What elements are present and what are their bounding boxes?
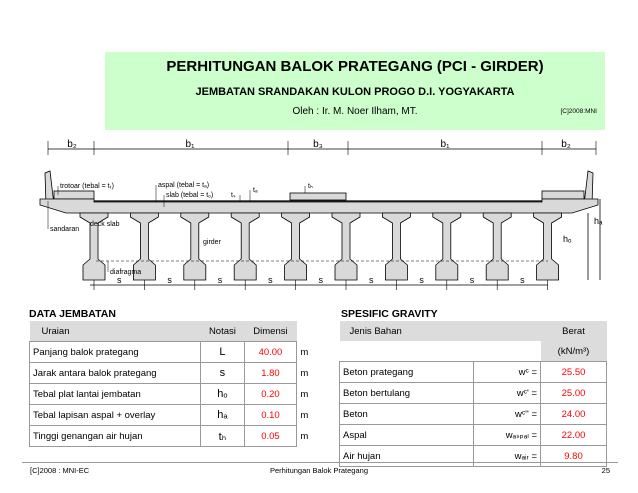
row-label: Panjang balok prategang bbox=[30, 342, 201, 363]
table-row bbox=[30, 426, 317, 447]
row-label: Beton bbox=[340, 404, 474, 425]
header-notasi: Notasi bbox=[201, 321, 244, 342]
row-value: 0.20 bbox=[244, 384, 297, 405]
row-symbol: wₐₛₚₐₗ = bbox=[474, 425, 541, 446]
spacing-label: s bbox=[318, 275, 324, 285]
label-ts: tₛ bbox=[231, 192, 236, 199]
row-label: Tebal plat lantai jembatan bbox=[30, 384, 201, 405]
girder-7 bbox=[382, 213, 410, 280]
table-row bbox=[340, 383, 607, 404]
row-value: 0.10 bbox=[244, 405, 297, 426]
table-row bbox=[30, 405, 317, 426]
header-berat: Berat bbox=[541, 321, 607, 341]
girder-5 bbox=[282, 213, 310, 280]
data-jembatan-title: DATA JEMBATAN bbox=[29, 308, 116, 320]
girder-9 bbox=[483, 213, 511, 280]
footer-left: [C]2008 : MNI-EC bbox=[30, 466, 90, 475]
row-label: Beton prategang bbox=[340, 362, 474, 383]
page-number: 25 bbox=[601, 466, 610, 475]
row-unit: m bbox=[300, 409, 309, 421]
girder-6 bbox=[332, 213, 360, 280]
table-row bbox=[30, 342, 317, 363]
label-sandaran: sandaran bbox=[50, 226, 80, 233]
row-label: Beton bertulang bbox=[340, 383, 474, 404]
label-th: tₕ bbox=[308, 183, 313, 190]
median bbox=[290, 193, 346, 200]
sidewalk-left bbox=[54, 191, 94, 199]
girder-3 bbox=[181, 213, 209, 280]
header-uraian: Uraian bbox=[30, 321, 201, 342]
row-notasi: hₒ bbox=[201, 384, 244, 405]
page-title: PERHITUNGAN BALOK PRATEGANG (PCI - GIRDER) bbox=[166, 58, 544, 75]
girder-4 bbox=[231, 213, 259, 280]
dim-b1-right: b₁ bbox=[440, 139, 450, 150]
sidewalk-right bbox=[542, 191, 584, 199]
table-header-row bbox=[340, 321, 607, 341]
table-header-row bbox=[30, 321, 317, 342]
row-symbol: wᶜ' = bbox=[474, 383, 541, 404]
label-ho: hₒ bbox=[563, 234, 572, 244]
girders-group bbox=[80, 213, 562, 280]
row-notasi: tₕ bbox=[201, 426, 244, 447]
header-banner bbox=[105, 52, 605, 130]
row-unit: m bbox=[300, 388, 309, 400]
table-row bbox=[30, 384, 317, 405]
row-value: 24.00 bbox=[541, 404, 607, 425]
table-row bbox=[340, 446, 607, 467]
spacing-label: s bbox=[520, 275, 525, 285]
girder-8 bbox=[433, 213, 461, 280]
header-dimensi: Dimensi bbox=[244, 321, 297, 342]
spacing-label: s bbox=[419, 275, 424, 285]
table-row bbox=[30, 363, 317, 384]
row-unit: m bbox=[300, 346, 309, 358]
author-line: Oleh : Ir. M. Noer Ilham, MT. bbox=[292, 106, 418, 117]
row-label: Tinggi genangan air hujan bbox=[30, 426, 201, 447]
bridge-cross-section-drawing bbox=[0, 135, 638, 295]
row-value: 0.05 bbox=[244, 426, 297, 447]
row-value: 40.00 bbox=[244, 342, 297, 363]
dim-b2-right: b₂ bbox=[561, 139, 571, 150]
header-berat-unit: (kN/m³) bbox=[541, 341, 607, 362]
table-row bbox=[340, 425, 607, 446]
table-row bbox=[340, 362, 607, 383]
header-jenis-bahan: Jenis Bahan bbox=[340, 321, 541, 341]
row-symbol: wᶜ'' = bbox=[474, 404, 541, 425]
data-jembatan-table bbox=[29, 321, 317, 447]
girder-10 bbox=[534, 213, 562, 280]
footer-center: Perhitungan Balok Prategang bbox=[270, 466, 368, 475]
row-symbol: wᶜ = bbox=[474, 362, 541, 383]
row-notasi: L bbox=[201, 342, 244, 363]
spacing-dimensions bbox=[94, 275, 548, 290]
label-slab: slab (tebal = tₒ) bbox=[166, 192, 214, 199]
row-value: 9.80 bbox=[541, 446, 607, 467]
row-label: Tebal lapisan aspal + overlay bbox=[30, 405, 201, 426]
label-ta: tₐ bbox=[253, 187, 258, 194]
row-label: Aspal bbox=[340, 425, 474, 446]
spacing-label: s bbox=[167, 275, 172, 285]
label-trotoar: trotoar (tebal = tₜ) bbox=[60, 183, 115, 190]
row-value: 1.80 bbox=[244, 363, 297, 384]
page-subtitle: JEMBATAN SRANDAKAN KULON PROGO D.I. YOGYAKARTA bbox=[195, 86, 515, 98]
spacing-label: s bbox=[116, 275, 122, 285]
row-unit: m bbox=[300, 430, 309, 442]
label-diafragma: diafragma bbox=[110, 269, 142, 276]
spacing-label: s bbox=[217, 275, 223, 285]
spacing-label: s bbox=[268, 275, 273, 285]
spacing-label: s bbox=[368, 275, 374, 285]
row-value: 22.00 bbox=[541, 425, 607, 446]
row-value: 25.00 bbox=[541, 383, 607, 404]
row-label: Air hujan bbox=[340, 446, 474, 467]
dim-b2-left: b₂ bbox=[67, 139, 77, 150]
label-aspal: aspal (tebal = tₐ) bbox=[158, 182, 210, 189]
row-value: 25.50 bbox=[541, 362, 607, 383]
row-label: Jarak antara balok prategang bbox=[30, 363, 201, 384]
label-ha: hₐ bbox=[594, 216, 603, 226]
dim-b1-left: b₁ bbox=[185, 139, 195, 150]
spacing-label: s bbox=[469, 275, 475, 285]
table-header-row bbox=[340, 341, 607, 362]
row-symbol: wₐᵢᵣ = bbox=[474, 446, 541, 467]
row-notasi: s bbox=[201, 363, 244, 384]
spesific-gravity-title: SPESIFIC GRAVITY bbox=[341, 308, 438, 320]
label-girder: girder bbox=[203, 239, 221, 246]
row-notasi: hₐ bbox=[201, 405, 244, 426]
spesific-gravity-table bbox=[339, 321, 607, 467]
row-unit: m bbox=[300, 367, 309, 379]
footer-divider bbox=[22, 462, 618, 463]
label-deck-slab: deck slab bbox=[90, 221, 120, 228]
dim-b3: b₃ bbox=[313, 139, 323, 150]
copyright-text: [C]2008:MNI bbox=[560, 108, 597, 115]
table-row bbox=[340, 404, 607, 425]
